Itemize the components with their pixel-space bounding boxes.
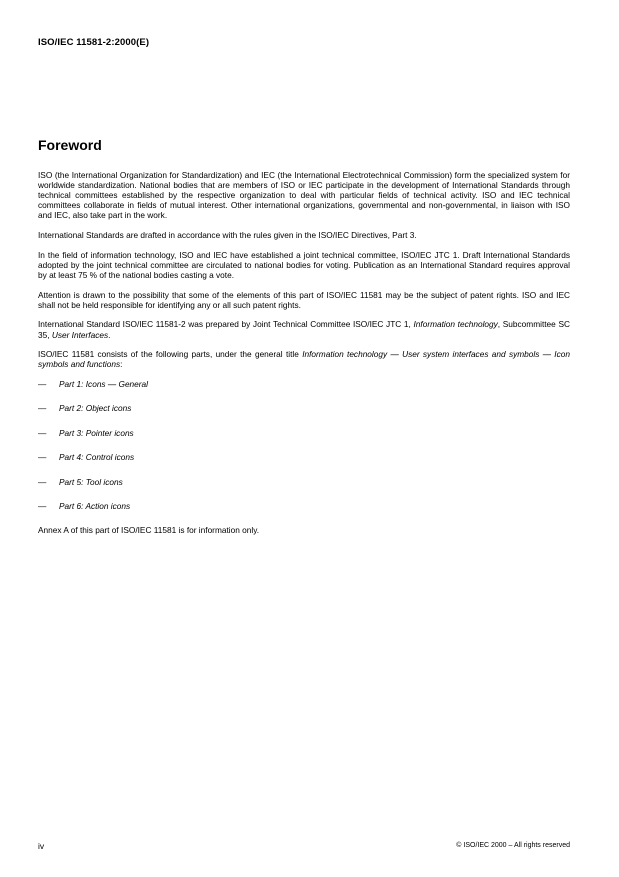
paragraph-prepared-by bbox=[38, 319, 570, 339]
list-item bbox=[38, 501, 570, 511]
part-title: Part 3: Pointer icons bbox=[59, 427, 134, 438]
prepared-by-text-c: . bbox=[108, 329, 111, 340]
list-item bbox=[38, 452, 570, 462]
prepared-by-text-b: , Subcommittee SC 35, bbox=[38, 319, 570, 340]
parts-list bbox=[38, 379, 570, 511]
list-item bbox=[38, 428, 570, 438]
paragraph-joint-committee: In the field of information technology, ISO and IEC have established a joint technical committee, ISO/IEC JTC 1. Draft International Standards adopted by the joint technical committee are circulated to national bodies for voting. Publication as an International Standard requires approval by at least 75 % of the national bodies casting a vote. bbox=[38, 249, 570, 280]
foreword-body bbox=[38, 170, 570, 545]
list-item bbox=[38, 403, 570, 413]
paragraph-organizations: ISO (the International Organization for Standardization) and IEC (the International Electrotechnical Commission) form the specialized system for worldwide standardization. National bodies that are members of ISO or IEC participate in the development of International Standards through technical committees established by the respective organization to deal with particular fields of technical activity. ISO and IEC technical committees collaborate in fields of mutual interest. Other international organizations, governmental and non-governmental, in liaison with ISO and IEC, also take part in the work. bbox=[38, 170, 570, 221]
paragraph-patent-rights: Attention is drawn to the possibility that some of the elements of this part of ISO/IEC 11581 may be the subject of patent rights. ISO and IEC shall not be held responsible for identifying any or all such patent rights. bbox=[38, 289, 570, 310]
parts-general-title: Information technology — User system interfaces and symbols — Icon symbols and functions bbox=[38, 349, 570, 370]
part-title: Part 1: Icons — General bbox=[59, 378, 149, 389]
parts-intro-text-b: : bbox=[120, 359, 123, 370]
page-number: iv bbox=[38, 841, 45, 851]
list-dash: — bbox=[38, 500, 47, 511]
prepared-by-subcommittee-title: User Interfaces bbox=[51, 329, 109, 340]
part-title: Part 5: Tool icons bbox=[59, 476, 123, 487]
list-dash: — bbox=[38, 476, 47, 487]
list-item bbox=[38, 477, 570, 487]
document-identifier: ISO/IEC 11581-2:2000(E) bbox=[38, 37, 150, 48]
part-title: Part 2: Object icons bbox=[59, 403, 132, 414]
prepared-by-committee-title: Information technology bbox=[413, 319, 498, 330]
prepared-by-text-a: International Standard ISO/IEC 11581-2 was prepared by Joint Technical Committee ISO/IEC JTC 1, bbox=[38, 319, 414, 330]
list-dash: — bbox=[38, 427, 47, 438]
part-title: Part 4: Control icons bbox=[59, 452, 135, 463]
list-dash: — bbox=[38, 403, 47, 414]
paragraph-directives: International Standards are drafted in accordance with the rules given in the ISO/IEC Directives, Part 3. bbox=[38, 230, 417, 241]
part-title: Part 6: Action icons bbox=[59, 500, 131, 511]
parts-intro-text-a: ISO/IEC 11581 consists of the following parts, under the general title bbox=[38, 349, 303, 360]
paragraph-parts-intro bbox=[38, 349, 570, 369]
list-dash: — bbox=[38, 452, 47, 463]
page-title: Foreword bbox=[38, 137, 102, 153]
list-dash: — bbox=[38, 378, 47, 389]
copyright-notice: © ISO/IEC 2000 – All rights reserved bbox=[456, 842, 570, 849]
list-item bbox=[38, 379, 570, 389]
paragraph-annex-note: Annex A of this part of ISO/IEC 11581 is for information only. bbox=[38, 525, 260, 536]
